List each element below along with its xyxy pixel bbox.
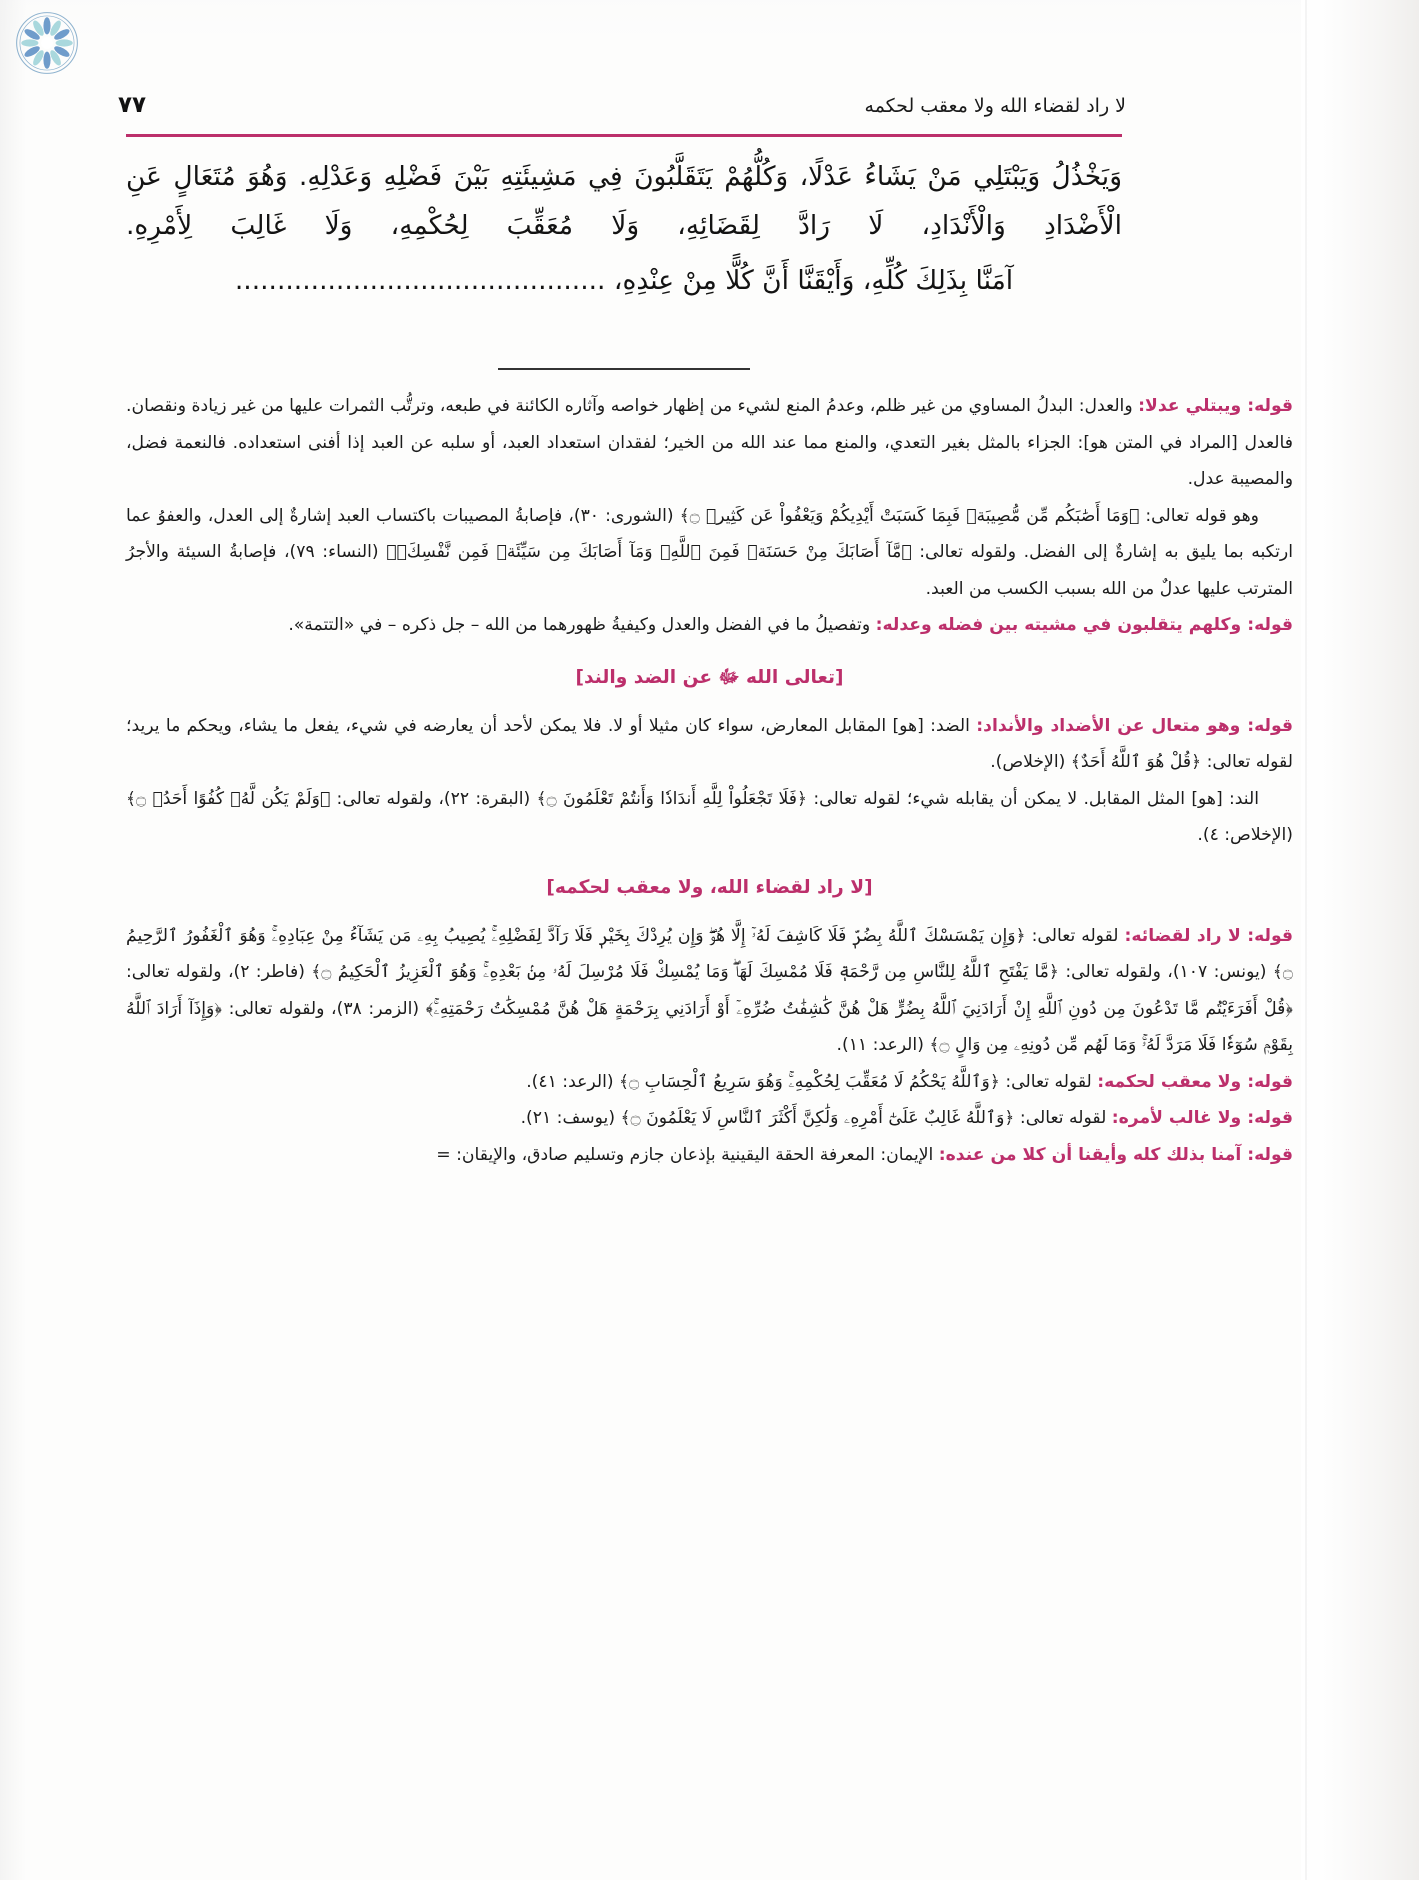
commentary-block — [126, 388, 1293, 1173]
lemma-marker: قوله: لا راد لقضائه: — [1124, 925, 1294, 946]
header-accent-rule — [126, 134, 1122, 137]
matn-line-2: الْأَضْدَادِ وَالْأَنْدَادِ، لَا رَادَّ لِقَضَائِهِ، وَلَا مُعَقِّبَ لِحُكْمِهِ، وَلَا غَالِبَ لِأَمْرِهِ. — [126, 210, 1122, 241]
section-heading-la-radd: [لا راد لقضاء الله، ولا معقب لحكمه] — [546, 876, 873, 898]
commentary-text: لقوله تعالى: ﴿وَٱللَّهُ غَالِبٌ عَلَىٰٓ أَمْرِهِۦ وَلَٰكِنَّ أَكْثَرَ ٱلنَّاسِ لَا يَعْلَمُونَ ۝﴾ (يوسف: ٢١). — [520, 1108, 1112, 1128]
lemma-marker: قوله: ولا غالب لأمره: — [1111, 1108, 1293, 1128]
commentary-text: وهو قوله تعالى: ﴿وَمَا أَصَٰبَكُم مِّن مُّصِيبَةٖ فَبِمَا كَسَبَتْ أَيْدِيكُمْ وَيَعْفُواْ عَن كَثِيرٖ ۝﴾ (الشورى: ٣٠)، فإصابةُ المصيبات باكتساب العبد إشارةٌ إلى العدل، والعفوُ عما ارتكبه بما يليق به إشارةٌ إلى الفضل. ولقوله تعالى: ﴿مَّآ أَصَابَكَ مِنْ حَسَنَةٖ فَمِنَ ٱللَّهِۖ وَمَآ أَصَابَكَ مِن سَيِّئَةٖ فَمِن نَّفْسِكَۚ﴾ (النساء: ٧٩)، فإصابةُ السيئة والأجرُ المترتب عليها عدلٌ من الله بسبب الكسب من العبد. — [126, 505, 1294, 599]
section-heading-tadd-wa-nidd: [تعالى الله ﷻ عن الضد والند] — [575, 666, 844, 688]
commentary-paragraph — [126, 607, 1293, 644]
commentary-text: وتفصيلُ ما في الفضل والعدل وكيفيةُ ظهورهما من الله – جل ذكره – في «التتمة». — [288, 615, 876, 635]
commentary-text: والعدل: البدلُ المساوي من غير ظلم، وعدمُ المنع لشيء من إظهار خواصه وآثاره الكائنة في طبعه، وترتُّب الثمرات عليها من غير زيادة ونقصان. فالعدل [المراد في المتن هو]: الجزاء بالمثل بغير التعدي، والمنع مما عند الله من الخير؛ لفقدان استعداد العبد، أو سلبه عن العبد إذا أفنى استعداده. فالنعمة فضل، والمصيبة عدل. — [126, 396, 1293, 489]
commentary-text: لقوله تعالى: ﴿وَإِن يَمْسَسْكَ ٱللَّهُ بِضُرّٖ فَلَا كَاشِفَ لَهُۥٓ إِلَّا هُوَۖ وَإِن يُرِدْكَ بِخَيْرٖ فَلَا رَآدَّ لِفَضْلِهِۦۚ يُصِيبُ بِهِۦ مَن يَشَآءُ مِنْ عِبَادِهِۦۚ وَهُوَ ٱلْغَفُورُ ٱلرَّحِيمُ ۝﴾ (يونس: ١٠٧)، ولقوله تعالى: ﴿مَّا يَفْتَحِ ٱللَّهُ لِلنَّاسِ مِن رَّحْمَةٖ فَلَا مُمْسِكَ لَهَاۖ وَمَا يُمْسِكْ فَلَا مُرْسِلَ لَهُۥ مِنۢ بَعْدِهِۦۚ وَهُوَ ٱلْعَزِيزُ ٱلْحَكِيمُ ۝﴾ (فاطر: ٢)، ولقوله تعالى: ﴿قُلْ أَفَرَءَيْتُم مَّا تَدْعُونَ مِن دُونِ ٱللَّهِ إِنْ أَرَادَنِيَ ٱللَّهُ بِضُرٍّ هَلْ هُنَّ كَٰشِفَٰتُ ضُرِّهِۦٓ أَوْ أَرَادَنِي بِرَحْمَةٍ هَلْ هُنَّ مُمْسِكَٰتُ رَحْمَتِهِۦۚ﴾ (الزمر: ٣٨)، ولقوله تعالى: ﴿وَإِذَآ أَرَادَ ٱللَّهُ بِقَوْمٖ سُوٓءٗا فَلَا مَرَدَّ لَهُۥۚ وَمَا لَهُم مِّن دُونِهِۦ مِن وَالٍ ۝﴾ (الرعد: ١١). — [126, 925, 1293, 1055]
commentary-paragraph — [126, 708, 1293, 781]
lemma-marker: قوله: وكلهم يتقلبون في مشيته بين فضله وعدله: — [875, 615, 1293, 635]
matn-line-1: وَيَخْذُلُ وَيَبْتَلِي مَنْ يَشَاءُ عَدْلًا، وَكُلُّهُمْ يَتَقَلَّبُونَ فِي مَشِيئَتِهِ بَيْنَ فَضْلِهِ وَعَدْلِهِ. وَهُوَ مُتَعَالٍ عَنِ — [126, 161, 1122, 192]
matn-block — [126, 152, 1122, 305]
running-header-title: لا راد لقضاء الله ولا معقب لحكمه — [864, 95, 1126, 117]
commentary-paragraph — [126, 1064, 1293, 1101]
lemma-marker: قوله: ولا معقب لحكمه: — [1097, 1071, 1293, 1092]
page-gutter-shadow — [1301, 0, 1419, 1880]
lemma-marker: قوله: آمنا بذلك كله وأيقنا أن كلا من عنده: — [938, 1144, 1293, 1165]
page-gutter-edge — [1305, 0, 1307, 1880]
lemma-marker: قوله: ويبتلي عدلا: — [1138, 396, 1293, 416]
commentary-paragraph — [126, 498, 1293, 608]
commentary-paragraph — [126, 918, 1293, 1064]
commentary-text: لقوله تعالى: ﴿وَٱللَّهُ يَحْكُمُ لَا مُعَقِّبَ لِحُكْمِهِۦۚ وَهُوَ سَرِيعُ ٱلْحِسَابِ ۝﴾ (الرعد: ٤١). — [526, 1071, 1098, 1092]
matn-sharh-divider — [126, 368, 1122, 370]
commentary-text: الند: [هو] المثل المقابل. لا يمكن أن يقابله شيء؛ لقوله تعالى: ﴿فَلَا تَجْعَلُواْ لِلَّهِ أَندَادٗا وَأَنتُمْ تَعْلَمُونَ ۝﴾ (البقرة: ٢٢)، ولقوله تعالى: ﴿وَلَمْ يَكُن لَّهُۥ كُفُوًا أَحَدُۢ ۝﴾ (الإخلاص: ٤). — [126, 788, 1293, 845]
page-number: ٧٧ — [118, 92, 147, 118]
floral-rosette-logo — [14, 10, 80, 76]
commentary-paragraph — [126, 781, 1293, 854]
commentary-paragraph — [126, 1137, 1293, 1174]
commentary-paragraph — [126, 388, 1293, 498]
commentary-text: الإيمان: المعرفة الحقة اليقينية بإذعان جازم وتسليم صادق، والإيقان: = — [436, 1144, 939, 1165]
commentary-paragraph — [126, 1100, 1293, 1137]
commentary-text: الضد: [هو] المقابل المعارض، سواء كان مثيلا أو لا. فلا يمكن لأحد أن يعارضه في شيء، يفعل ما يشاء، ويحكم ما يريد؛ لقوله تعالى: ﴿قُلْ هُوَ ٱللَّهُ أَحَدٌ﴾ (الإخلاص). — [126, 715, 1293, 772]
matn-line-3: آمَنَّا بِذَلِكَ كُلِّهِ، وَأَيْقَنَّا أَنَّ كُلًّا مِنْ عِنْدِهِ، ............................................ — [234, 265, 1014, 296]
running-header — [118, 92, 1126, 126]
lemma-marker: قوله: وهو متعال عن الأضداد والأنداد: — [976, 715, 1293, 736]
